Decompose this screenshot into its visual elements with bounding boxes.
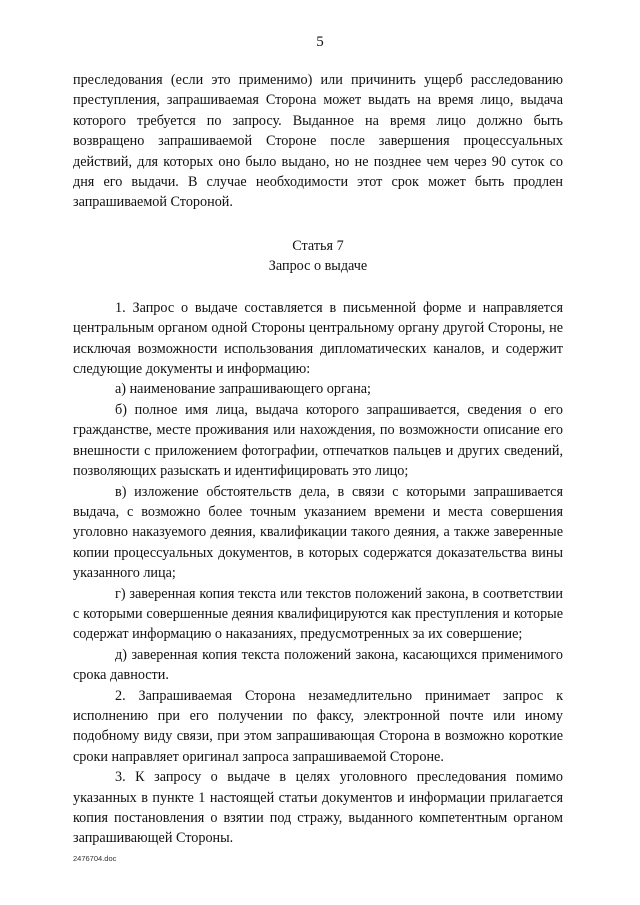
document-body bbox=[73, 70, 563, 849]
footer-filename: 2476704.doc bbox=[73, 854, 117, 863]
item-a: а) наименование запрашивающего органа; bbox=[115, 381, 371, 398]
article-number: Статья 7 bbox=[292, 237, 344, 254]
article-title: Запрос о выдаче bbox=[268, 257, 368, 274]
paragraph-1: 1. Запрос о выдаче составляется в письменной форме и направляется центральным органом одной Стороны центральному органу другой Стороны, не исключая возможности использования дипломатических каналов, и содержит следующие документы и информацию: bbox=[73, 299, 563, 378]
continuation-paragraph: преследования (если это применимо) или причинить ущерб расследованию преступления, запрашиваемая Сторона может выдать на время лицо, выдача которого требуется по запросу. Выданное на время лицо должно быть возвращено запрашиваемой Стороне после завершения процессуальных действий, для которых оно было выдано, но не позднее чем через 90 суток со дня его выдачи. В случае необходимости этот срок может быть продлен запрашиваемой Стороной. bbox=[73, 72, 563, 211]
paragraph-3: 3. К запросу о выдаче в целях уголовного преследования помимо указанных в пункте 1 настоящей статьи документов и информации прилагается копия постановления о взятии под стражу, выданного компетентным органом запрашивающей Стороны. bbox=[73, 769, 563, 847]
article-heading bbox=[73, 236, 563, 276]
item-v: в) изложение обстоятельств дела, в связи с которыми запрашивается выдача, с возможно более точным указанием времени и места совершения уголовно наказуемого деяния, квалификации такого деяния, а также заверенные копии процессуальных документов, в которых содержатся доказательства вины указанного лица; bbox=[73, 483, 563, 582]
item-b: б) полное имя лица, выдача которого запрашивается, сведения о его гражданстве, месте проживания или нахождения, по возможности описание его внешности с приложением фотографии, отпечатков пальцев и других сведений, позволяющих разыскать и идентифицировать это лицо; bbox=[73, 401, 563, 480]
item-d: д) заверенная копия текста положений закона, касающихся применимого срока давности. bbox=[73, 646, 563, 684]
page-number: 5 bbox=[316, 34, 324, 50]
item-g: г) заверенная копия текста или текстов положений закона, в соответствии с которыми совершенные деяния квалифицируются как преступления и которые содержат информацию о наказаниях, предусмотренных за их совершение; bbox=[73, 585, 563, 643]
paragraph-2: 2. Запрашиваемая Сторона незамедлительно принимает запрос к исполнению при его получении по факсу, электронной почте или иному подобному виду связи, при этом запрашивающая Сторона в возможно короткие сроки направляет оригинал запроса запрашиваемой Стороне. bbox=[73, 687, 563, 765]
